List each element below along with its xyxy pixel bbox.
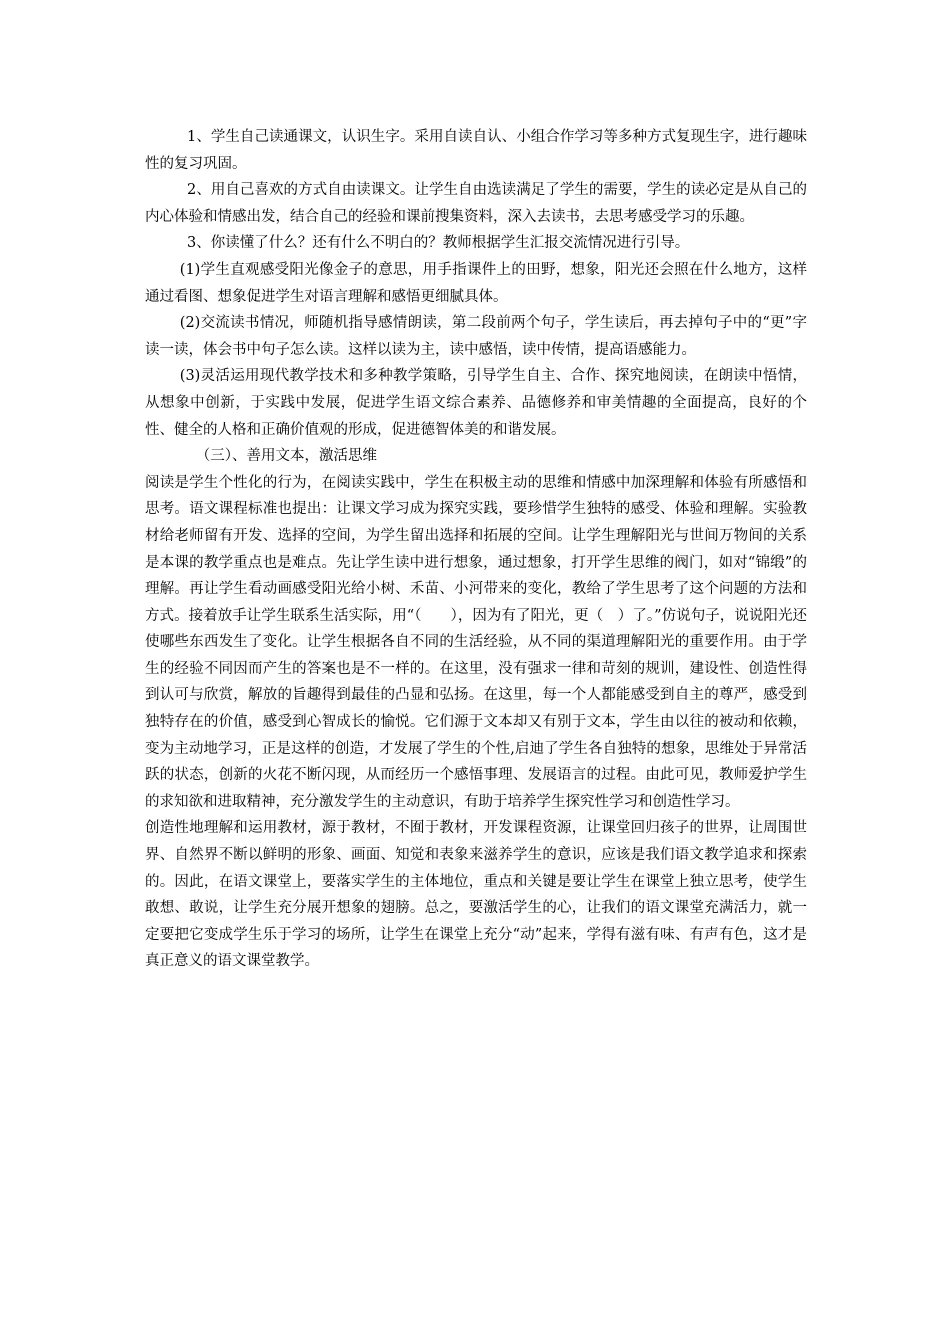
paragraph-step-1: 1、学生自己读通课文，认识生字。采用自读自认、小组合作学习等多种方式复现生字，进行趣味性的复习巩固。	[145, 129, 807, 172]
paragraph-sub-3: (3)灵活运用现代教学技术和多种教学策略，引导学生自主、合作、探究地阅读，在朗读中悟情，从想象中创新，于实践中发展，促进学生语文综合素养、品德修养和审美情趣的全面提高，良好的个性、健全的人格和正确价值观的形成，促进德智体美的和谐发展。	[145, 368, 807, 438]
section-heading: （三）、善用文本，激活思维	[195, 448, 377, 465]
paragraph-sub-1: (1)学生直观感受阳光像金子的意思，用手指课件上的田野，想象，阳光还会照在什么地方，这样通过看图、想象促进学生对语言理解和感悟更细腻具体。	[145, 261, 807, 305]
document-body	[145, 124, 807, 975]
paragraph-creative: 创造性地理解和运用教材，源于教材，不囿于教材，开发课程资源，让课堂回归孩子的世界，让周围世界、自然界不断以鲜明的形象、画面、知觉和表象来滋养学生的意识，应该是我们语文教学追求和探索的。因此，在语文课堂上，要落实学生的主体地位，重点和关键是要让学生在课堂上独立思考，使学生敢想、敢说，让学生充分展开想象的翅膀。总之，要激活学生的心，让我们的语文课堂充满活力，就一定要把它变成学生乐于学习的场所，让学生在课堂上充分“动”起来，学得有滋有味、有声有色，这才是真正意义的语文课堂教学。	[145, 820, 807, 970]
paragraph-step-3: 3、你读懂了什么？还有什么不明白的？教师根据学生汇报交流情况进行引导。	[187, 235, 690, 252]
paragraph-sub-2: (2)交流读书情况，师随机指导感情朗读，第二段前两个句子，学生读后，再去掉句子中的“更”字读一读，体会书中句子怎么读。这样以读为主，读中感悟，读中传情，提高语感能力。	[145, 315, 807, 358]
paragraph-step-2: 2、用自己喜欢的方式自由读课文。让学生自由选读满足了学生的需要，学生的读必定是从自己的内心体验和情感出发，结合自己的经验和课前搜集资料，深入去读书，去思考感受学习的乐趣。	[145, 182, 807, 225]
paragraph-reading: 阅读是学生个性化的行为，在阅读实践中，学生在积极主动的思维和情感中加深理解和体验有所感悟和思考。语文课程标准也提出：让课文学习成为探究实践，要珍惜学生独特的感受、体验和理解。实验教材给老师留有开发、选择的空间，为学生留出选择和拓展的空间。让学生理解阳光与世间万物间的关系是本课的教学重点也是难点。先让学生读中进行想象，通过想象，打开学生思维的阀门，如对“锦缎”的理解。再让学生看动画感受阳光给小树、禾苗、小河带来的变化，教给了学生思考了这个问题的方法和方式。接着放手让学生联系生活实际，用“（ ），因为有了阳光，更（ ）了。”仿说句子，说说阳光还使哪些东西发生了变化。让学生根据各自不同的生活经验，从不同的渠道理解阳光的重要作用。由于学生的经验不同因而产生的答案也是不一样的。在这里，没有强求一律和苛刻的规训，建设性、创造性得到认可与欣赏，解放的旨趣得到最佳的凸显和弘扬。在这里，每一个人都能感受到自主的尊严，感受到独特存在的价值，感受到心智成长的愉悦。它们源于文本却又有别于文本，学生由以往的被动和依赖，变为主动地学习，正是这样的创造，才发展了学生的个性,启迪了学生各自独特的想象，思维处于异常活跃的状态，创新的火花不断闪现，从而经历一个感悟事理、发展语言的过程。由此可见，教师爱护学生的求知欲和进取精神，充分激发学生的主动意识，有助于培养学生探究性学习和创造性学习。	[145, 474, 807, 810]
